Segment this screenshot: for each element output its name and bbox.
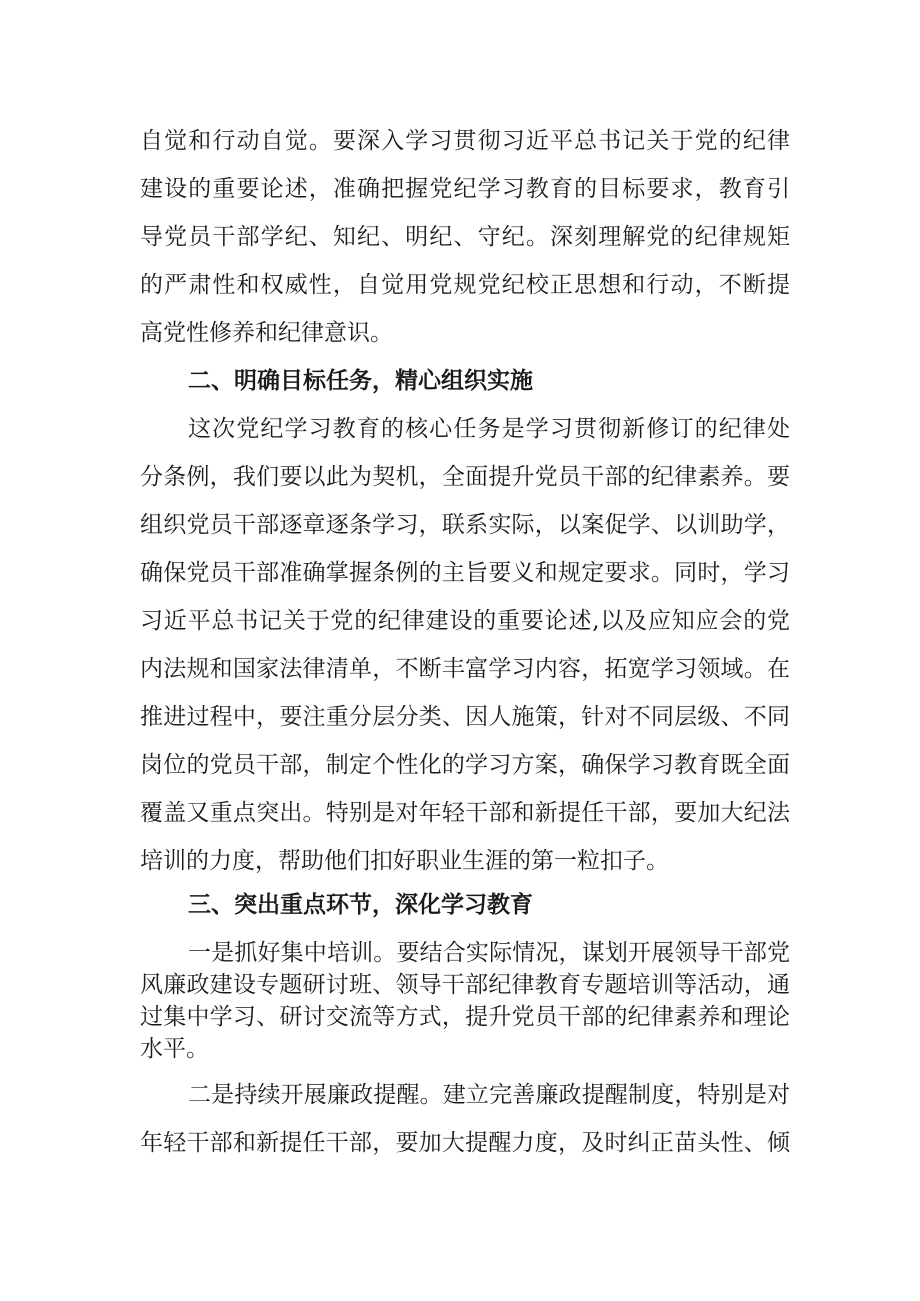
section-heading-3: 三、突出重点环节，深化学习教育 — [188, 892, 533, 918]
paragraph-2-line-8: 岗位的党员干部，制定个性化的学习方案，确保学习教育既全面 — [140, 752, 790, 778]
section-heading-2: 二、明确目标任务，精心组织实施 — [188, 368, 533, 394]
paragraph-1-line-5: 高党性修养和纪律意识。 — [140, 320, 393, 346]
paragraph-2-line-10: 培训的力度，帮助他们扣好职业生涯的第一粒扣子。 — [140, 848, 669, 874]
paragraph-2-line-1: 这次党纪学习教育的核心任务是学习贯彻新修订的纪律处 — [188, 416, 790, 442]
paragraph-1-line-4: 的严肃性和权威性，自觉用党规党纪校正思想和行动，不断提 — [140, 272, 790, 298]
paragraph-3-line-1: 一是抓好集中培训。要结合实际情况，谋划开展领导干部党 — [188, 940, 790, 966]
paragraph-4-line-2: 年轻干部和新提任干部，要加大提醒力度，及时纠正苗头性、倾 — [140, 1130, 790, 1156]
paragraph-2-line-4: 确保党员干部准确掌握条例的主旨要义和规定要求。同时，学习 — [140, 560, 790, 586]
paragraph-2-line-2: 分条例，我们要以此为契机，全面提升党员干部的纪律素养。要 — [140, 464, 790, 490]
paragraph-3-line-4: 水平。 — [140, 1036, 209, 1062]
paragraph-2-line-5: 习近平总书记关于党的纪律建设的重要论述,以及应知应会的党 — [140, 608, 790, 634]
paragraph-3-line-2: 风廉政建设专题研讨班、领导干部纪律教育专题培训等活动，通 — [140, 972, 790, 998]
paragraph-2-line-3: 组织党员干部逐章逐条学习，联系实际，以案促学、以训助学， — [140, 512, 790, 538]
paragraph-3-line-3: 过集中学习、研讨交流等方式，提升党员干部的纪律素养和理论 — [140, 1004, 790, 1030]
paragraph-2-line-6: 内法规和国家法律清单，不断丰富学习内容，拓宽学习领域。在 — [140, 656, 790, 682]
paragraph-1-line-2: 建设的重要论述，准确把握党纪学习教育的目标要求，教育引 — [140, 176, 790, 202]
paragraph-2-line-7: 推进过程中，要注重分层分类、因人施策，针对不同层级、不同 — [140, 704, 790, 730]
paragraph-1-line-1: 自觉和行动自觉。要深入学习贯彻习近平总书记关于党的纪律 — [140, 128, 790, 154]
paragraph-2-line-9: 覆盖又重点突出。特别是对年轻干部和新提任干部，要加大纪法 — [140, 800, 790, 826]
paragraph-1-line-3: 导党员干部学纪、知纪、明纪、守纪。深刻理解党的纪律规矩 — [140, 224, 790, 250]
paragraph-4-line-1: 二是持续开展廉政提醒。建立完善廉政提醒制度，特别是对 — [188, 1082, 790, 1108]
